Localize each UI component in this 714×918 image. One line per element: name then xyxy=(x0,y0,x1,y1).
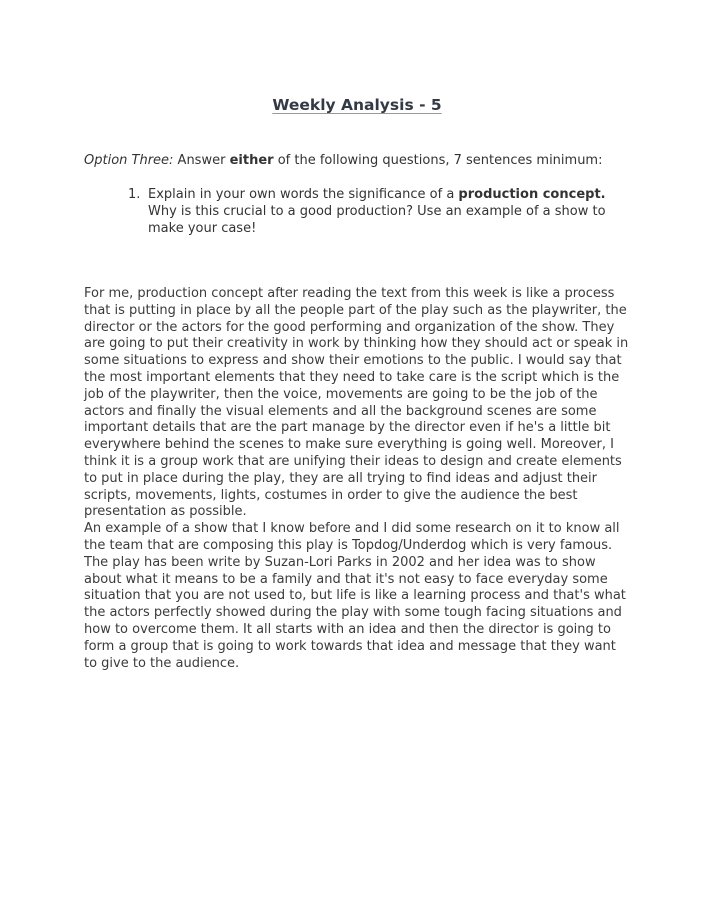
prompt-text-before: Answer xyxy=(173,153,230,168)
prompt-emphasis: either xyxy=(229,153,274,168)
question-text-after: Why is this crucial to a good production? Use an example of a show to make your case! xyxy=(148,204,606,236)
answer-body xyxy=(84,286,632,672)
question-text-before: Explain in your own words the significance of a xyxy=(148,187,459,202)
prompt-text-after: of the following questions, 7 sentences minimum: xyxy=(273,153,603,168)
answer-paragraph-1: For me, production concept after reading the text from this week is like a process that is putting in place by all the people part of the play such as the playwriter, the director or the actors for the good performing and organization of the show. They are going to put their creativity in work by thinking how they should act or speak in some situations to express and show their emotions to the public. I would say that the most important elements that they need to take care is the script which is the job of the playwriter, then the voice, movements are going to be the job of the actors and finally the visual elements and all the background scenes are some important details that are the part manage by the director even if he's a little bit everywhere behind the scenes to make sure everything is going well. Moreover, I think it is a group work that are unifying their ideas to design and create elements to put in place during the play, they are all trying to find ideas and adjust their scripts, movements, lights, costumes in order to give the audience the best presentation as possible. xyxy=(84,286,629,520)
question-list-item xyxy=(128,186,623,237)
prompt-option-label: Option Three: xyxy=(84,153,174,168)
question-emphasis: production concept. xyxy=(458,187,606,202)
answer-paragraph-2: An example of a show that I know before and I did some research on it to know all the team that are composing this play is Topdog/Underdog which is very famous. The play has been write by Suzan-Lori Parks in 2002 and her idea was to show about what it means to be a family and that it's not easy to face everyday some situation that you are not used to, but life is like a learning process and that's what the actors perfectly showed during the play with some tough facing situations and how to overcome them. It all starts with an idea and then the director is going to form a group that is going to work towards that idea and message that they want to give to the audience. xyxy=(84,521,626,671)
question-text xyxy=(148,186,623,237)
question-number: 1. xyxy=(128,187,141,202)
document-title xyxy=(0,94,714,116)
document-title-text: Weekly Analysis - 5 xyxy=(272,96,442,114)
assignment-prompt xyxy=(84,152,644,169)
